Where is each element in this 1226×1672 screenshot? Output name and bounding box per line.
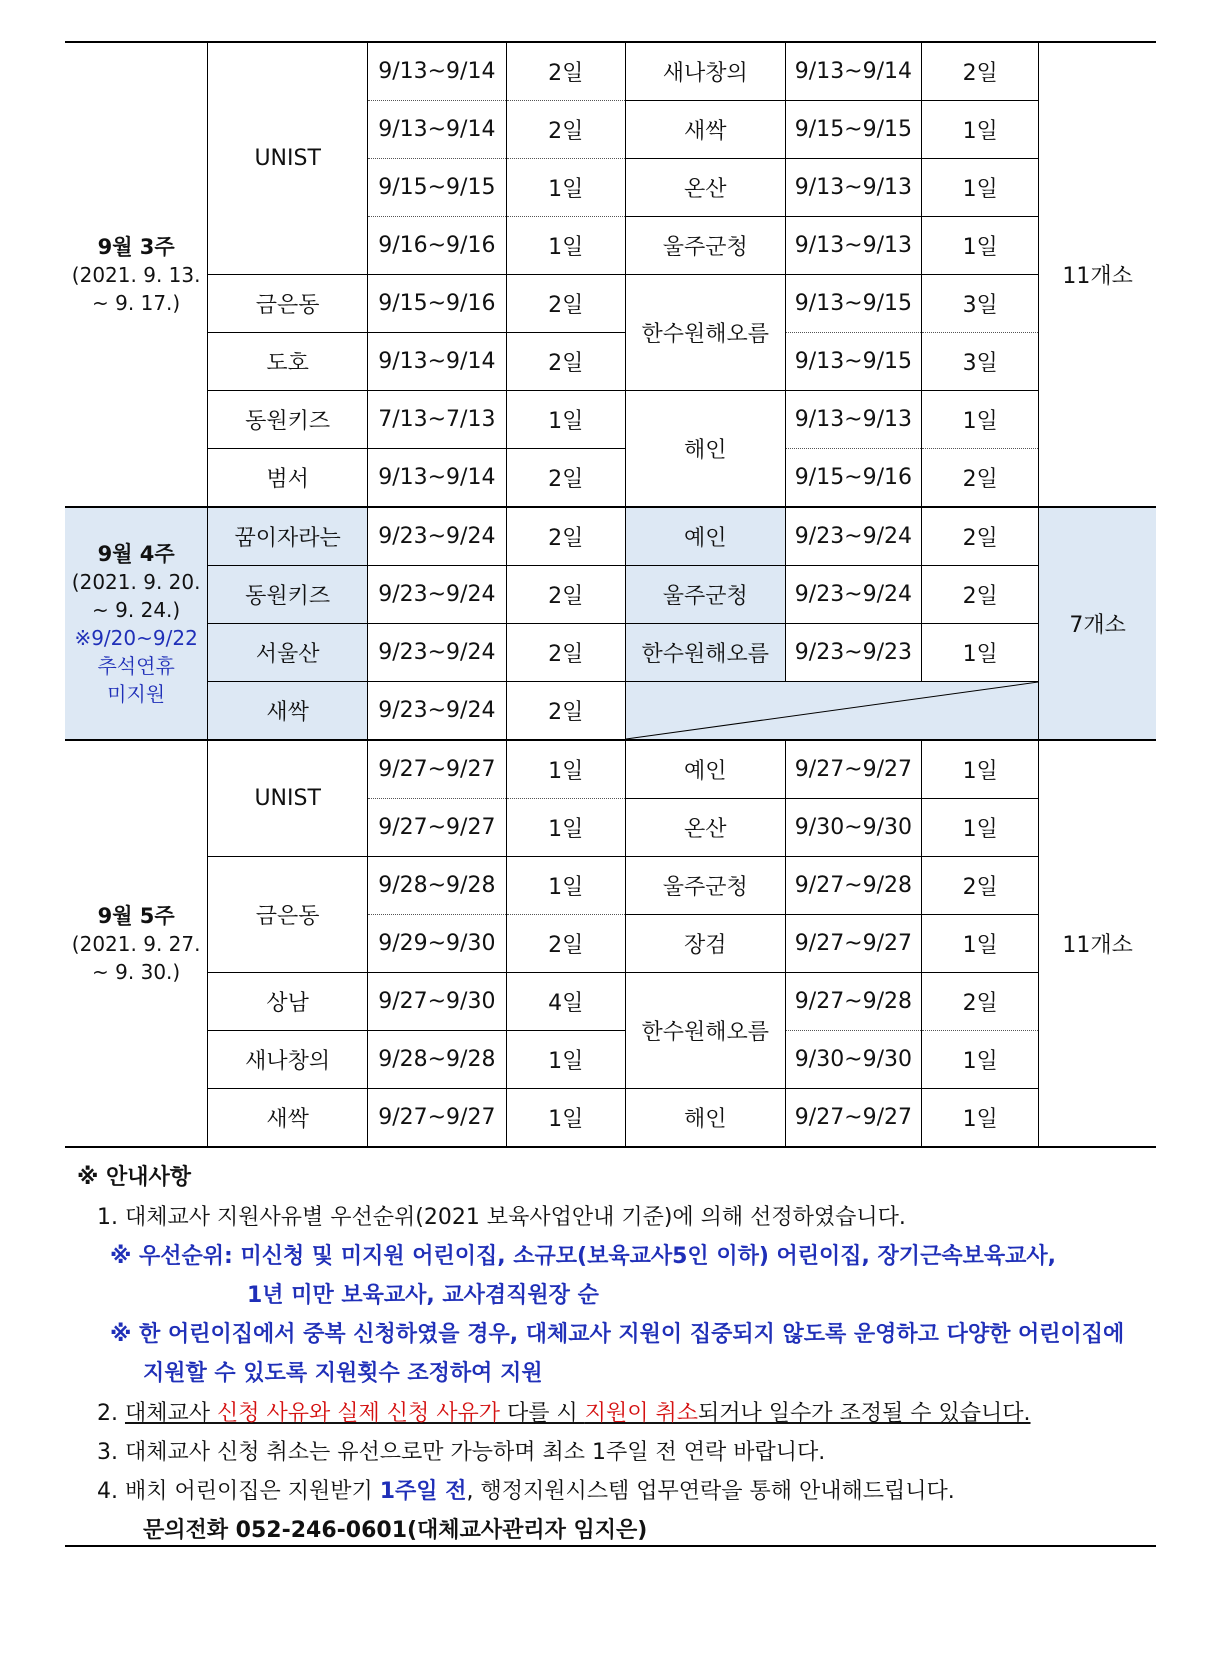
center-name: 동원키즈 xyxy=(208,391,368,449)
days: 2일 xyxy=(506,566,625,624)
days: 2일 xyxy=(506,682,625,741)
days: 4일 xyxy=(506,973,625,1031)
days: 1일 xyxy=(922,740,1039,799)
period: 9/23~9/24 xyxy=(785,566,921,624)
period: 9/27~9/28 xyxy=(785,857,921,915)
center-name: 해인 xyxy=(625,1089,785,1148)
center-name: 장검 xyxy=(625,915,785,973)
period: 9/15~9/15 xyxy=(785,101,921,159)
table-row xyxy=(65,1031,1156,1089)
week-range-start: (2021. 9. 20. xyxy=(71,569,201,594)
table-row xyxy=(65,624,1156,682)
period: 9/13~9/13 xyxy=(785,159,921,217)
holiday-note: ※9/20~9/22 xyxy=(74,625,198,650)
days: 1일 xyxy=(506,217,625,275)
days: 2일 xyxy=(922,857,1039,915)
days: 1일 xyxy=(506,740,625,799)
week-label: 9월 5주 xyxy=(97,903,175,928)
days: 3일 xyxy=(922,275,1039,333)
table-row xyxy=(65,42,1156,101)
week-range-start: (2021. 9. 27. xyxy=(71,931,201,956)
period: 9/27~9/27 xyxy=(785,740,921,799)
item2-highlight: 신청 사유와 실제 신청 사유가 xyxy=(217,1401,500,1426)
center-name: 꿈이자라는 xyxy=(208,507,368,566)
days: 1일 xyxy=(922,624,1039,682)
days: 1일 xyxy=(922,217,1039,275)
period: 9/27~9/27 xyxy=(785,1089,921,1148)
period: 9/13~9/15 xyxy=(785,275,921,333)
period: 9/15~9/16 xyxy=(785,449,921,508)
table-row xyxy=(65,449,1156,508)
notice-item-1: 1. 대체교사 지원사유별 우선순위(2021 보육사업안내 기준)에 의해 선정하였습니다. xyxy=(97,1205,906,1230)
item2-highlight: 지원이 취소 xyxy=(584,1401,699,1426)
table-row xyxy=(65,391,1156,449)
center-name: 서울산 xyxy=(208,624,368,682)
center-name: 새나창의 xyxy=(625,42,785,101)
week-range-end: ~ 9. 24.) xyxy=(92,597,181,622)
week-range-end: ~ 9. 30.) xyxy=(92,959,181,984)
center-name: 도호 xyxy=(208,333,368,391)
days: 2일 xyxy=(922,566,1039,624)
center-name: UNIST xyxy=(208,740,368,857)
days: 2일 xyxy=(506,275,625,333)
period: 9/28~9/28 xyxy=(368,1031,507,1089)
week5-label-cell xyxy=(65,740,208,1147)
days: 3일 xyxy=(922,333,1039,391)
item2-part: 되거나 일수가 조정될 수 있습니다. xyxy=(698,1401,1031,1426)
duplicate-note-line2: 지원할 수 있도록 지원횟수 조정하여 지원 xyxy=(143,1361,543,1386)
table-row xyxy=(65,740,1156,799)
item-number: 2. xyxy=(97,1401,125,1426)
table-row xyxy=(65,507,1156,566)
days: 2일 xyxy=(506,624,625,682)
item2-part: 대체교사 xyxy=(124,1401,217,1426)
table-row xyxy=(65,973,1156,1031)
period: 9/13~9/14 xyxy=(368,42,507,101)
week5-section xyxy=(65,740,1156,1147)
period: 9/27~9/27 xyxy=(785,915,921,973)
center-name: 한수원해오름 xyxy=(625,973,785,1089)
item2-part: 다를 시 xyxy=(500,1401,585,1426)
center-name: 예인 xyxy=(625,740,785,799)
days: 2일 xyxy=(922,42,1039,101)
table-row xyxy=(65,1089,1156,1148)
days: 2일 xyxy=(922,973,1039,1031)
center-name: 금은동 xyxy=(208,857,368,973)
period: 9/15~9/16 xyxy=(368,275,507,333)
days: 1일 xyxy=(922,159,1039,217)
notice-heading: ※ 안내사항 xyxy=(77,1165,192,1190)
days: 2일 xyxy=(506,101,625,159)
period: 9/27~9/27 xyxy=(368,1089,507,1148)
item4-highlight: 1주일 전 xyxy=(379,1479,467,1504)
days: 2일 xyxy=(506,507,625,566)
days: 2일 xyxy=(506,449,625,508)
duplicate-note-line1: ※ 한 어린이집에서 중복 신청하였을 경우, 대체교사 지원이 집중되지 않도록 운영하고 다양한 어린이집에 xyxy=(110,1322,1125,1347)
center-name: 온산 xyxy=(625,799,785,857)
days: 1일 xyxy=(922,101,1039,159)
period: 9/23~9/24 xyxy=(368,507,507,566)
days: 1일 xyxy=(506,1031,625,1089)
center-name: 울주군청 xyxy=(625,566,785,624)
period: 9/13~9/14 xyxy=(368,101,507,159)
schedule-table xyxy=(65,41,1156,1148)
period: 9/23~9/24 xyxy=(368,682,507,741)
table-row xyxy=(65,857,1156,915)
period: 9/13~9/14 xyxy=(785,42,921,101)
week4-label-cell xyxy=(65,507,208,740)
days: 1일 xyxy=(922,1031,1039,1089)
days: 1일 xyxy=(506,391,625,449)
table-row xyxy=(65,275,1156,333)
days: 1일 xyxy=(506,159,625,217)
contact-info: 문의전화 052-246-0601(대체교사관리자 임지은) xyxy=(143,1518,648,1543)
table-row xyxy=(65,333,1156,391)
table-row xyxy=(65,682,1156,741)
days: 2일 xyxy=(506,333,625,391)
period: 9/28~9/28 xyxy=(368,857,507,915)
days: 2일 xyxy=(922,507,1039,566)
period: 7/13~7/13 xyxy=(368,391,507,449)
center-name: 해인 xyxy=(625,391,785,508)
center-name: 울주군청 xyxy=(625,217,785,275)
center-name: 한수원해오름 xyxy=(625,275,785,391)
week-label: 9월 4주 xyxy=(97,541,175,566)
center-name: 금은동 xyxy=(208,275,368,333)
period: 9/23~9/24 xyxy=(368,566,507,624)
period: 9/23~9/23 xyxy=(785,624,921,682)
days: 1일 xyxy=(506,799,625,857)
center-name: 새나창의 xyxy=(208,1031,368,1089)
item4-part: , 행정지원시스템 업무연락을 통해 안내해드립니다. xyxy=(466,1479,955,1504)
period: 9/27~9/30 xyxy=(368,973,507,1031)
period: 9/13~9/15 xyxy=(785,333,921,391)
holiday-note: 추석연휴 xyxy=(97,653,175,678)
week4-section xyxy=(65,507,1156,740)
period: 9/13~9/14 xyxy=(368,449,507,508)
days: 1일 xyxy=(922,799,1039,857)
center-name: 상남 xyxy=(208,973,368,1031)
total-count: 11개소 xyxy=(1039,740,1156,1147)
days: 2일 xyxy=(506,915,625,973)
days: 1일 xyxy=(922,391,1039,449)
week3-section xyxy=(65,42,1156,507)
period: 9/23~9/24 xyxy=(785,507,921,566)
period: 9/16~9/16 xyxy=(368,217,507,275)
diagonal-line xyxy=(626,682,1038,739)
notice-item-2 xyxy=(97,1396,1031,1427)
period: 9/27~9/27 xyxy=(368,799,507,857)
item2-text xyxy=(125,1401,1031,1426)
holiday-note: 미지원 xyxy=(107,681,166,706)
period: 9/30~9/30 xyxy=(785,799,921,857)
period: 9/13~9/13 xyxy=(785,217,921,275)
center-name: UNIST xyxy=(208,42,368,275)
week3-label-cell xyxy=(65,42,208,507)
center-name: 예인 xyxy=(625,507,785,566)
table-row xyxy=(65,566,1156,624)
item4-part: 4. 배치 어린이집은 지원받기 xyxy=(97,1479,380,1504)
priority-note-line2: 1년 미만 보육교사, 교사겸직원장 순 xyxy=(247,1283,599,1308)
days: 1일 xyxy=(506,857,625,915)
week-range-start: (2021. 9. 13. xyxy=(71,262,201,287)
center-name: 동원키즈 xyxy=(208,566,368,624)
days: 2일 xyxy=(506,42,625,101)
center-name: 온산 xyxy=(625,159,785,217)
days: 1일 xyxy=(922,1089,1039,1148)
center-name: 한수원해오름 xyxy=(625,624,785,682)
total-count: 11개소 xyxy=(1039,42,1156,507)
center-name: 새싹 xyxy=(208,682,368,741)
center-name: 울주군청 xyxy=(625,857,785,915)
week-range-end: ~ 9. 17.) xyxy=(92,290,181,315)
days: 1일 xyxy=(922,915,1039,973)
notice-item-4 xyxy=(97,1474,955,1505)
days: 2일 xyxy=(922,449,1039,508)
center-name: 새싹 xyxy=(625,101,785,159)
period: 9/27~9/27 xyxy=(368,740,507,799)
period: 9/13~9/13 xyxy=(785,391,921,449)
center-name: 새싹 xyxy=(208,1089,368,1148)
empty-diagonal-cell xyxy=(625,682,1038,741)
period: 9/13~9/14 xyxy=(368,333,507,391)
center-name: 범서 xyxy=(208,449,368,508)
period: 9/27~9/28 xyxy=(785,973,921,1031)
period: 9/23~9/24 xyxy=(368,624,507,682)
total-count: 7개소 xyxy=(1039,507,1156,740)
notice-item-3: 3. 대체교사 신청 취소는 유선으로만 가능하며 최소 1주일 전 연락 바랍니다. xyxy=(97,1440,826,1465)
bottom-divider xyxy=(65,1545,1156,1547)
week-label: 9월 3주 xyxy=(97,234,175,259)
period: 9/30~9/30 xyxy=(785,1031,921,1089)
period: 9/29~9/30 xyxy=(368,915,507,973)
priority-note-line1: ※ 우선순위: 미신청 및 미지원 어린이집, 소규모(보육교사5인 이하) 어린이집, 장기근속보육교사, xyxy=(110,1244,1056,1269)
days: 1일 xyxy=(506,1089,625,1148)
period: 9/15~9/15 xyxy=(368,159,507,217)
